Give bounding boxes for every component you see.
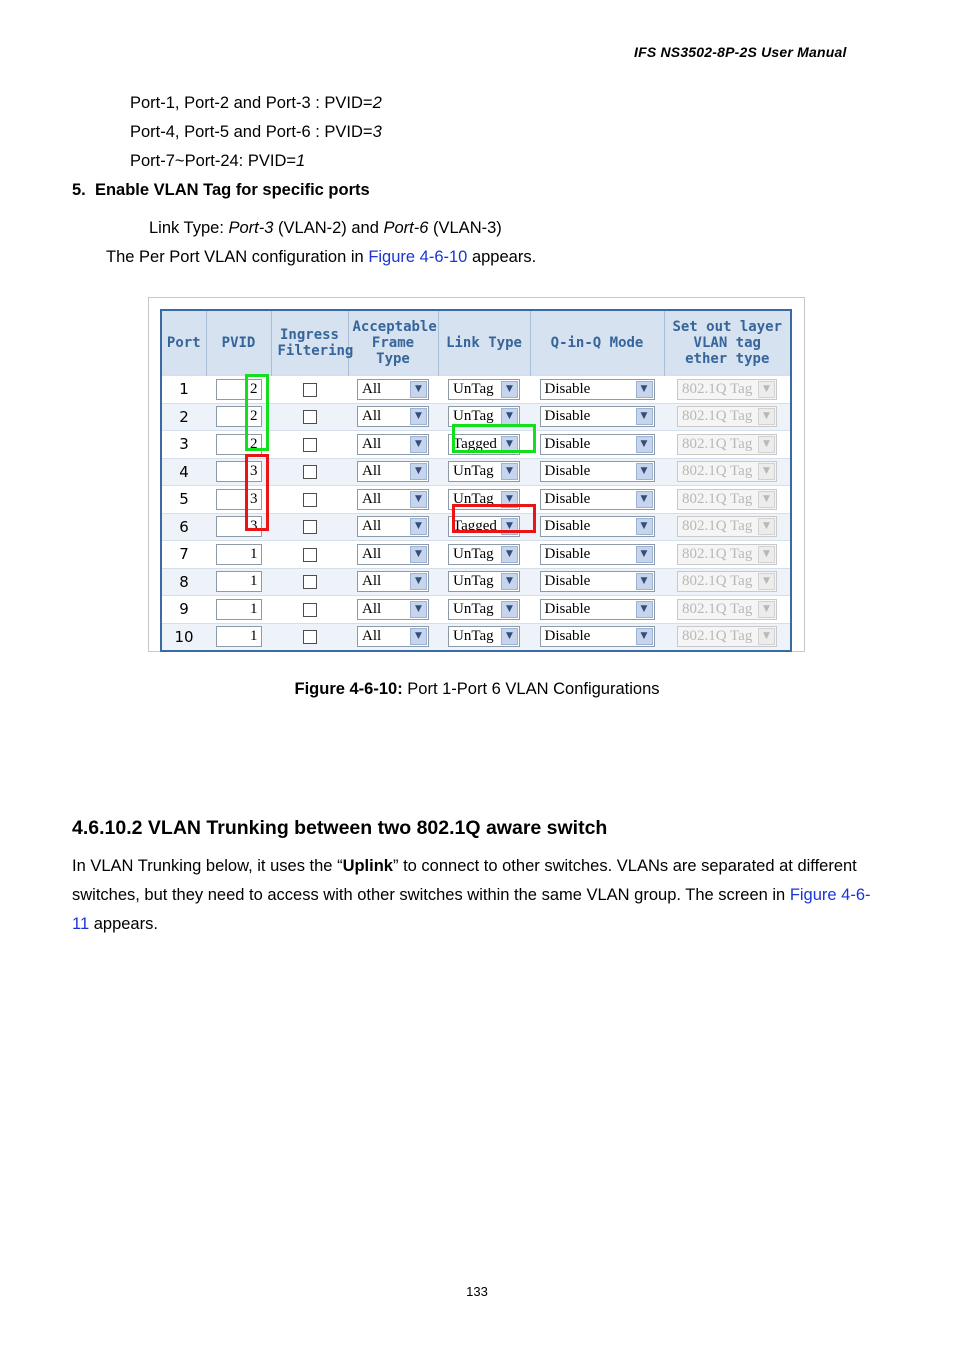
- ethertype-select: [677, 406, 777, 427]
- link-type-value: UnTag: [453, 490, 494, 507]
- qinq-mode-select[interactable]: [540, 489, 655, 510]
- table-row: [162, 568, 790, 596]
- qinq-mode-value: Disable: [544, 435, 591, 452]
- col-frame-type: Acceptable Frame Type: [348, 311, 438, 376]
- ethertype-value: 802.1Q Tag: [682, 545, 753, 562]
- link-type-value: UnTag: [453, 628, 494, 645]
- ethertype-select: [677, 489, 777, 510]
- chevron-down-icon: ▼: [636, 628, 653, 645]
- qinq-mode-value: Disable: [544, 628, 591, 645]
- pvid-input[interactable]: 1: [216, 626, 262, 647]
- ethertype-value: 802.1Q Tag: [682, 628, 753, 645]
- chevron-down-icon: ▼: [636, 491, 653, 508]
- frame-type-select[interactable]: [357, 434, 429, 455]
- frame-type-select[interactable]: [357, 599, 429, 620]
- link-type-value: UnTag: [453, 380, 494, 397]
- col-link-type: Link Type: [438, 311, 530, 376]
- pvid-input[interactable]: 1: [216, 571, 262, 592]
- qinq-mode-select[interactable]: [540, 599, 655, 620]
- chevron-down-icon: ▼: [636, 601, 653, 618]
- frame-type-value: All: [362, 380, 382, 397]
- figure-caption: Figure 4-6-10: Port 1-Port 6 VLAN Configurations: [294, 680, 660, 698]
- chevron-down-icon: ▼: [410, 381, 427, 398]
- ethertype-value: 802.1Q Tag: [682, 435, 753, 452]
- chevron-down-icon: ▼: [636, 546, 653, 563]
- qinq-mode-select[interactable]: [540, 461, 655, 482]
- ingress-filtering-checkbox[interactable]: [303, 603, 317, 617]
- qinq-mode-value: Disable: [544, 573, 591, 590]
- chevron-down-icon: ▼: [410, 573, 427, 590]
- pvid-line-2: Port-4, Port-5 and Port-6 : PVID=3: [130, 123, 382, 141]
- col-qinq: Q-in-Q Mode: [530, 311, 664, 376]
- chevron-down-icon: ▼: [410, 518, 427, 535]
- port-number: 7: [179, 545, 189, 564]
- frame-type-value: All: [362, 545, 382, 562]
- chevron-down-icon: ▼: [410, 628, 427, 645]
- chevron-down-icon: ▼: [501, 628, 518, 645]
- link-type-value: Tagged: [453, 518, 497, 535]
- table-row: [162, 596, 790, 624]
- qinq-mode-select[interactable]: [540, 626, 655, 647]
- pvid-input[interactable]: 1: [216, 544, 262, 565]
- qinq-mode-value: Disable: [544, 490, 591, 507]
- link-type-value: UnTag: [453, 545, 494, 562]
- per-port-line: The Per Port VLAN configuration in Figure 4-6-10 appears.: [106, 248, 537, 266]
- qinq-mode-value: Disable: [544, 518, 591, 535]
- manual-title: IFS NS3502-8P-2S User Manual: [634, 44, 847, 60]
- link-type-value: UnTag: [453, 573, 494, 590]
- step-5-heading: 5. Enable VLAN Tag for specific ports: [72, 181, 370, 199]
- chevron-down-icon: ▼: [636, 518, 653, 535]
- qinq-mode-value: Disable: [544, 545, 591, 562]
- chevron-down-icon: ▼: [758, 546, 775, 563]
- pvid-input[interactable]: 3: [216, 489, 262, 510]
- link-type-value: UnTag: [453, 408, 494, 425]
- qinq-mode-value: Disable: [544, 408, 591, 425]
- port-number: 10: [174, 627, 194, 646]
- ingress-filtering-checkbox[interactable]: [303, 410, 317, 424]
- qinq-mode-select[interactable]: [540, 406, 655, 427]
- qinq-mode-select[interactable]: [540, 379, 655, 400]
- pvid-line-3: Port-7~Port-24: PVID=1: [130, 152, 306, 170]
- ingress-filtering-checkbox[interactable]: [303, 493, 317, 507]
- qinq-mode-select[interactable]: [540, 516, 655, 537]
- frame-type-select[interactable]: [357, 406, 429, 427]
- frame-type-select[interactable]: [357, 626, 429, 647]
- frame-type-value: All: [362, 573, 382, 590]
- page-number: 133: [466, 1284, 488, 1299]
- frame-type-value: All: [362, 518, 382, 535]
- frame-type-select[interactable]: [357, 489, 429, 510]
- chevron-down-icon: ▼: [758, 573, 775, 590]
- chevron-down-icon: ▼: [501, 546, 518, 563]
- col-port: Port: [162, 311, 206, 376]
- chevron-down-icon: ▼: [758, 436, 775, 453]
- chevron-down-icon: ▼: [501, 436, 518, 453]
- link-type-select[interactable]: [448, 571, 520, 592]
- chevron-down-icon: ▼: [501, 518, 518, 535]
- frame-type-value: All: [362, 600, 382, 617]
- table-row: [162, 541, 790, 569]
- chevron-down-icon: ▼: [410, 408, 427, 425]
- ethertype-value: 802.1Q Tag: [682, 408, 753, 425]
- figure-link[interactable]: Figure 4-6-10: [368, 248, 468, 266]
- ethertype-select: [677, 461, 777, 482]
- chevron-down-icon: ▼: [758, 491, 775, 508]
- ethertype-select: [677, 599, 777, 620]
- chevron-down-icon: ▼: [758, 628, 775, 645]
- chevron-down-icon: ▼: [636, 436, 653, 453]
- link-type-value: UnTag: [453, 463, 494, 480]
- ethertype-select: [677, 516, 777, 537]
- pvid-input[interactable]: 2: [216, 406, 262, 427]
- highlight-port6-tagged: [452, 504, 536, 533]
- chevron-down-icon: ▼: [501, 573, 518, 590]
- ethertype-select: [677, 379, 777, 400]
- ingress-filtering-checkbox[interactable]: [303, 575, 317, 589]
- chevron-down-icon: ▼: [410, 491, 427, 508]
- ingress-filtering-checkbox[interactable]: [303, 438, 317, 452]
- trunking-paragraph: In VLAN Trunking below, it uses the “Uplink” to connect to other switches. VLANs are separated at different switches, but they need to access with other switches within the same VLAN group. The screen in Figure 4-6-11 appears.: [72, 857, 871, 933]
- port-number: 1: [179, 380, 189, 399]
- frame-type-value: All: [362, 628, 382, 645]
- chevron-down-icon: ▼: [410, 601, 427, 618]
- chevron-down-icon: ▼: [758, 381, 775, 398]
- port-number: 2: [179, 407, 189, 426]
- chevron-down-icon: ▼: [410, 463, 427, 480]
- highlight-pvid-vlan3: [245, 454, 269, 531]
- highlight-port3-tagged: [452, 424, 536, 453]
- frame-type-value: All: [362, 490, 382, 507]
- qinq-mode-value: Disable: [544, 380, 591, 397]
- link-type-select[interactable]: [448, 599, 520, 620]
- frame-type-value: All: [362, 463, 382, 480]
- ethertype-select: [677, 434, 777, 455]
- ethertype-value: 802.1Q Tag: [682, 380, 753, 397]
- chevron-down-icon: ▼: [501, 463, 518, 480]
- frame-type-select[interactable]: [357, 516, 429, 537]
- chevron-down-icon: ▼: [636, 381, 653, 398]
- ingress-filtering-checkbox[interactable]: [303, 630, 317, 644]
- chevron-down-icon: ▼: [636, 463, 653, 480]
- qinq-mode-select[interactable]: [540, 434, 655, 455]
- port-number: 6: [179, 517, 189, 536]
- frame-type-select[interactable]: [357, 379, 429, 400]
- col-pvid: PVID: [206, 311, 271, 376]
- pvid-line-1: Port-1, Port-2 and Port-3 : PVID=2: [130, 94, 382, 112]
- chevron-down-icon: ▼: [410, 546, 427, 563]
- chevron-down-icon: ▼: [501, 381, 518, 398]
- ethertype-value: 802.1Q Tag: [682, 463, 753, 480]
- frame-type-select[interactable]: [357, 571, 429, 592]
- port-number: 3: [179, 435, 189, 454]
- ingress-filtering-checkbox[interactable]: [303, 383, 317, 397]
- highlight-pvid-vlan2: [245, 374, 269, 451]
- link-type-value: Tagged: [453, 435, 497, 452]
- link-type-select[interactable]: [448, 461, 520, 482]
- section-title: 4.6.10.2 VLAN Trunking between two 802.1Q aware switch: [72, 817, 608, 839]
- link-type-line: Link Type: Port-3 (VLAN-2) and Port-6 (VLAN-3): [149, 219, 502, 237]
- ingress-filtering-checkbox[interactable]: [303, 548, 317, 562]
- chevron-down-icon: ▼: [758, 601, 775, 618]
- chevron-down-icon: ▼: [636, 573, 653, 590]
- ethertype-value: 802.1Q Tag: [682, 600, 753, 617]
- pvid-input[interactable]: 3: [216, 461, 262, 482]
- col-ingress: Ingress Filtering: [271, 311, 348, 376]
- frame-type-select[interactable]: [357, 544, 429, 565]
- qinq-mode-value: Disable: [544, 600, 591, 617]
- ethertype-value: 802.1Q Tag: [682, 573, 753, 590]
- link-type-select[interactable]: [448, 626, 520, 647]
- link-type-select[interactable]: [448, 379, 520, 400]
- chevron-down-icon: ▼: [410, 436, 427, 453]
- ingress-filtering-checkbox[interactable]: [303, 520, 317, 534]
- link-type-value: UnTag: [453, 600, 494, 617]
- pvid-input[interactable]: 3: [216, 516, 262, 537]
- ethertype-select: [677, 626, 777, 647]
- chevron-down-icon: ▼: [501, 601, 518, 618]
- chevron-down-icon: ▼: [758, 518, 775, 535]
- figure-4-6-11-link[interactable]: Figure 4-6-11: [72, 886, 871, 933]
- link-type-select[interactable]: [448, 544, 520, 565]
- chevron-down-icon: ▼: [636, 408, 653, 425]
- pvid-input[interactable]: 2: [216, 434, 262, 455]
- ingress-filtering-checkbox[interactable]: [303, 465, 317, 479]
- chevron-down-icon: ▼: [501, 491, 518, 508]
- chevron-down-icon: ▼: [758, 408, 775, 425]
- ethertype-select: [677, 544, 777, 565]
- qinq-mode-value: Disable: [544, 463, 591, 480]
- port-number: 5: [179, 490, 189, 509]
- ethertype-value: 802.1Q Tag: [682, 490, 753, 507]
- frame-type-value: All: [362, 435, 382, 452]
- frame-type-select[interactable]: [357, 461, 429, 482]
- port-number: 4: [179, 462, 189, 481]
- chevron-down-icon: ▼: [758, 463, 775, 480]
- table-row: [162, 623, 790, 650]
- pvid-input[interactable]: 2: [216, 379, 262, 400]
- qinq-mode-select[interactable]: [540, 571, 655, 592]
- port-number: 8: [179, 572, 189, 591]
- chevron-down-icon: ▼: [501, 408, 518, 425]
- ethertype-value: 802.1Q Tag: [682, 518, 753, 535]
- col-ethertype: Set out layer VLAN tag ether type: [664, 311, 790, 376]
- qinq-mode-select[interactable]: [540, 544, 655, 565]
- port-number: 9: [179, 600, 189, 619]
- frame-type-value: All: [362, 408, 382, 425]
- pvid-input[interactable]: 1: [216, 599, 262, 620]
- ethertype-select: [677, 571, 777, 592]
